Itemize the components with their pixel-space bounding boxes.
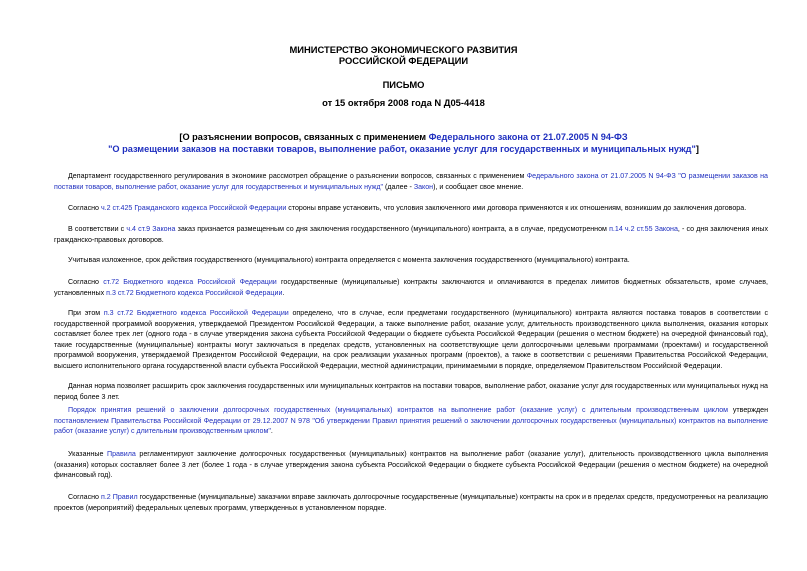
civil-code-link[interactable]: ч.2 ст.425 Гражданского кодекса Российской Федерации <box>100 204 287 212</box>
budget-code-art72-p3-link-2[interactable]: п.3 ст.72 Бюджетного кодекса Российской Федерации <box>103 309 289 317</box>
rules-p2-link[interactable]: п.2 Правил <box>101 493 138 501</box>
paragraph-9-text-a: Указанные <box>68 450 107 458</box>
law-short-link[interactable]: Закон <box>413 182 434 191</box>
ministry-name-line2: РОССИЙСКОЙ ФЕДЕРАЦИИ <box>338 55 469 66</box>
paragraph-2-text-a: Согласно <box>68 204 101 212</box>
paragraph-3-text-c: , - со дня заключения иных гражданско-правовых договоров. <box>54 225 768 244</box>
paragraph-1 <box>54 171 768 192</box>
paragraph-5-text-c: . <box>282 288 285 297</box>
paragraph-9 <box>54 449 768 481</box>
procedure-link[interactable]: Порядок принятия решений о заключении долгосрочных государственных (муниципальных) контрактов на выполнение работ (оказание услуг) с длительным производственным циклом <box>68 406 729 414</box>
title-text-end: ] <box>695 144 699 154</box>
law-94fz-link[interactable]: Федерального закона от 21.07.2005 N 94-ФЗ "О размещении заказов на поставки товаров, выполнение работ, оказание услуг для государственных и муниципальных нужд" <box>54 172 768 191</box>
law-art55-link[interactable]: п.14 ч.2 ст.55 Закона <box>609 225 678 233</box>
paragraph-3-text-a: В соответствии с <box>68 225 127 233</box>
paragraph-10-text-a: Согласно <box>68 493 101 501</box>
paragraph-8 <box>54 405 768 437</box>
title-law-name-link[interactable]: "О размещении заказов на поставки товаров, выполнение работ, оказание услуг для государственных и муниципальных нужд" <box>108 144 696 154</box>
paragraph-1-text-a: Департамент государственного регулирования в экономике рассмотрел обращение о разъяснении вопросов, связанных с применением <box>68 172 527 180</box>
paragraph-7 <box>54 381 768 402</box>
title-text-start: [О разъяснении вопросов, связанных с применением <box>179 132 429 142</box>
paragraph-2-text-b: стороны вправе установить, что условия заключенного ими договора применяются к их отношениям, возникшим до заключения договора. <box>286 204 747 212</box>
ministry-name-line1: МИНИСТЕРСТВО ЭКОНОМИЧЕСКОГО РАЗВИТИЯ <box>289 44 518 55</box>
paragraph-2 <box>54 203 768 214</box>
budget-code-art72-link[interactable]: ст.72 Бюджетного кодекса Российской Федерации <box>103 278 277 286</box>
paragraph-10-text-b: государственные (муниципальные) заказчики вправе заключать долгосрочные государственные (муниципальные) контракты на срок и в пределах средств, предусмотренных на реализацию проектов (мероприятий) федеральных целевых программ, утвержденных в установленном порядке. <box>54 493 769 512</box>
paragraph-5-text-a: Согласно <box>68 278 104 286</box>
paragraph-1-text-c: ), и сообщает свое мнение. <box>433 182 524 191</box>
paragraph-6 <box>54 308 768 372</box>
paragraph-6-text-a: При этом <box>68 309 104 317</box>
paragraph-4 <box>54 255 768 266</box>
rules-link[interactable]: Правила <box>106 450 136 458</box>
paragraph-3-text-b: заказ признается размещенным со дня заключения государственного (муниципального) контракта, а в случае, предусмотренном <box>175 225 610 233</box>
paragraph-10 <box>54 492 768 513</box>
document-type: ПИСЬМО <box>382 79 425 90</box>
paragraph-8-text-b: . <box>270 427 273 436</box>
document-date-number: от 15 октября 2008 года N Д05-4418 <box>322 97 485 108</box>
paragraph-6-text-b: определено, что в случае, если предметами государственного (муниципального) контракта являются поставка товаров в соответствии с государственной программой вооружения, утверждаемой Президентом Российской Федерации, а также выполнение работ, оказание услуг, длительность производственного цикла выполнения, оказания которых составляет более трех лет (одного года - в случае утверждения закона субъекта Российской Федерации о бюджете субъекта Российской Федерации (решения о местном бюджете) на очередной финансовый год), такие государственные (муниципальные) контракты могут заключаться в пределах средств, установленных на соответствующие цели долгосрочными целевыми программами (проектами) и государственной программой вооружения, утверждаемой Президентом Российской Федерации, на срок реализации указанных программ (проектов), а также в соответствии с решениями Правительства Российской Федерации, высшего исполнительного органа государственной власти субъекта Российской Федерации, местной администрации, принимаемыми в порядке, определяемом Правительством Российской Федерации. <box>54 309 768 370</box>
document-title <box>40 131 767 155</box>
title-law-link[interactable]: Федерального закона от 21.07.2005 N 94-ФЗ <box>428 132 628 142</box>
paragraph-5-text-b: государственные (муниципальные) контракты заключаются и оплачиваются в пределах лимитов бюджетных обязательств, кроме случаев, установленных <box>54 278 768 297</box>
paragraph-8-text-a: утвержден <box>728 406 768 414</box>
law-art9-link[interactable]: ч.4 ст.9 Закона <box>126 225 176 233</box>
paragraph-4-text: Учитывая изложенное, срок действия государственного (муниципального) контракта определяется с момента заключения государственного (муниципального) контракта. <box>68 256 630 264</box>
paragraph-1-text-b: (далее - <box>383 182 414 191</box>
paragraph-5 <box>54 277 768 298</box>
budget-code-art72-p3-link[interactable]: п.3 ст.72 Бюджетного кодекса Российской Федерации <box>106 288 283 297</box>
paragraph-3 <box>54 224 768 245</box>
government-resolution-978-link[interactable]: постановлением Правительства Российской Федерации от 29.12.2007 N 978 "Об утверждении Правил принятия решений о заключении долгосрочных государственных (муниципальных) контрактов на выполнение работ (оказание услуг) с длительным производственным циклом" <box>54 416 768 436</box>
paragraph-9-text-b: регламентируют заключение долгосрочных государственных (муниципальных) контрактов на выполнение работ (оказание услуг), длительность производственного цикла выполнения (оказания) которых составляет более 3 лет (более 1 года - в случае утверждения закона субъекта Российской Федерации о бюджете субъекта Российской Федерации (решения о местном бюджете) на очередной финансовый год). <box>54 450 768 480</box>
paragraph-7-text: Данная норма позволяет расширить срок заключения государственных или муниципальных контрактов на поставки товаров, выполнение работ, оказание услуг для государственных или муниципальных нужд на период более 3 лет. <box>54 382 768 401</box>
